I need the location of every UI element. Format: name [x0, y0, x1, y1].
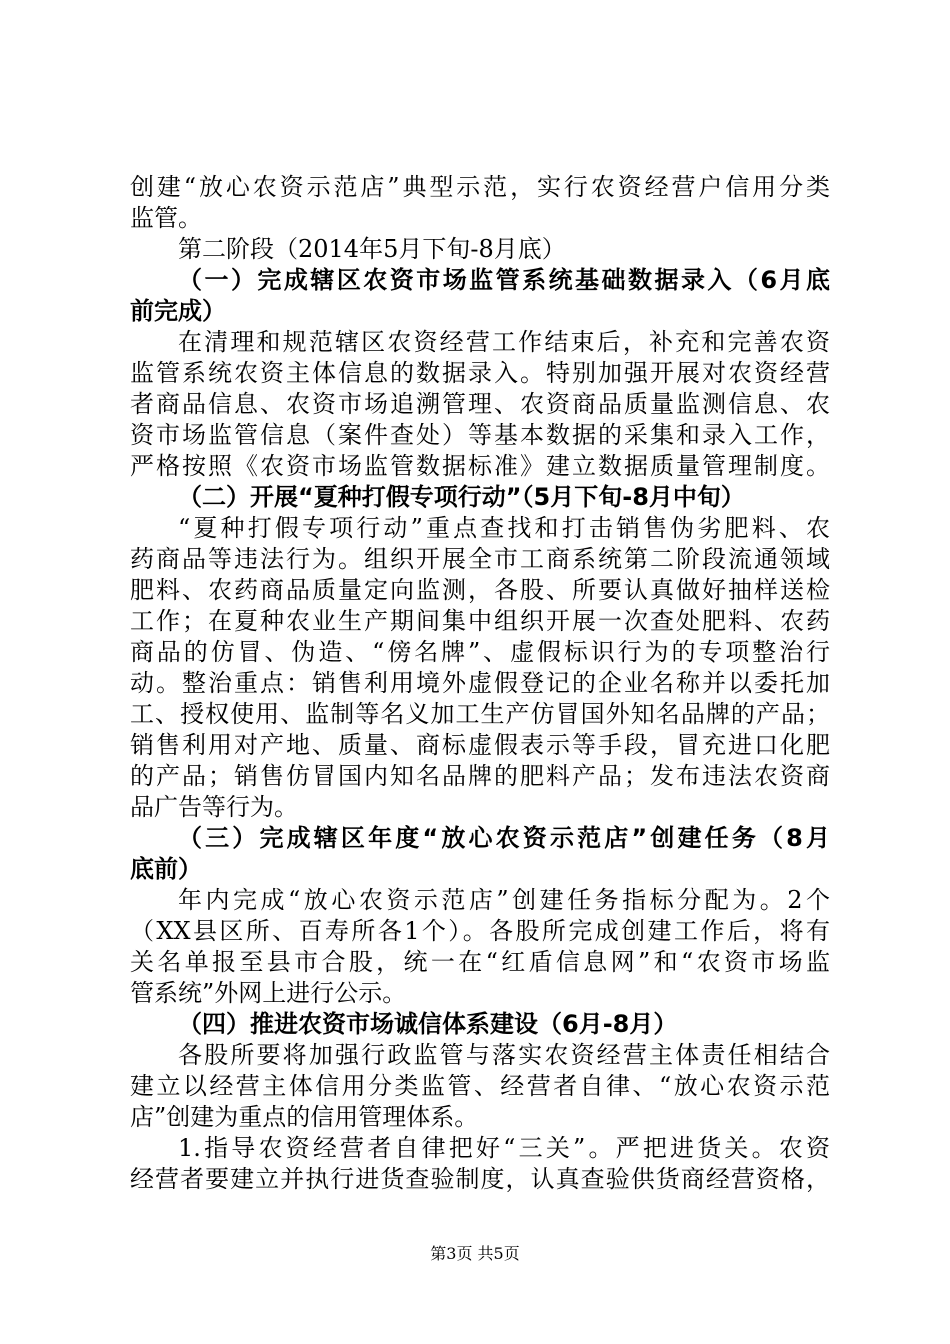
section-heading-line: （一）完成辖区农资市场监管系统基础数据录入（6月底 [178, 266, 830, 294]
paragraph-line: （XX县区所、百寿所各1个）。各股所完成创建工作后，将有 [130, 917, 830, 945]
paragraph-line: 建立以经营主体信用分类监管、经营者自律、“放心农资示范 [130, 1072, 830, 1100]
paragraph-line: 药商品等违法行为。组织开展全市工商系统第二阶段流通领域 [130, 545, 830, 573]
paragraph-line: 工、授权使用、监制等名义加工生产仿冒国外知名品牌的产品； [130, 700, 830, 728]
paragraph-line: 者商品信息、农资市场追溯管理、农资商品质量监测信息、农 [130, 390, 830, 418]
paragraph-line: 销售利用对产地、质量、商标虚假表示等手段，冒充进口化肥 [130, 731, 830, 759]
paragraph-line: 动。整治重点：销售利用境外虚假登记的企业名称并以委托加 [130, 669, 830, 697]
paragraph-line: 各股所要将加强行政监管与落实农资经营主体责任相结合 [178, 1041, 830, 1069]
paragraph-line: 年内完成“放心农资示范店”创建任务指标分配为。2个 [178, 886, 830, 914]
paragraph-line: 工作；在夏种农业生产期间集中组织开展一次查处肥料、农药 [130, 607, 830, 635]
paragraph-line: 监管系统农资主体信息的数据录入。特别加强开展对农资经营 [130, 359, 830, 387]
document-body [130, 172, 830, 1195]
section-heading-line: （四）推进农资市场诚信体系建设（6月-8月） [178, 1010, 678, 1038]
paragraph-line: 的产品；销售仿冒国内知名品牌的肥料产品；发布违法农资商 [130, 762, 830, 790]
section-heading-line: 前完成） [130, 297, 226, 325]
section-heading-line: 底前） [130, 855, 202, 883]
paragraph-line: “夏种打假专项行动”重点查找和打击销售伪劣肥料、农 [178, 514, 830, 542]
page-number: 第3页 共5页 [430, 1244, 520, 1263]
paragraph-line: 严格按照《农资市场监管数据标准》建立数据质量管理制度。 [130, 452, 830, 480]
paragraph-line: 品广告等行为。 [130, 793, 298, 821]
paragraph-line: 第二阶段（2014年5月下旬-8月底） [178, 235, 566, 263]
section-heading-line: （三）完成辖区年度“放心农资示范店”创建任务（8月 [178, 824, 830, 852]
page-footer [0, 1244, 950, 1264]
paragraph-line: 在清理和规范辖区农资经营工作结束后，补充和完善农资 [178, 328, 830, 356]
section-heading-line: （二）开展“夏种打假专项行动”（5月下旬-8月中旬） [178, 483, 745, 511]
paragraph-line: 店”创建为重点的信用管理体系。 [130, 1103, 479, 1131]
paragraph-line: 创建“放心农资示范店”典型示范，实行农资经营户信用分类 [130, 173, 830, 201]
paragraph-line: 资市场监管信息（案件查处）等基本数据的采集和录入工作， [130, 421, 830, 449]
paragraph-line: 商品的仿冒、伪造、“傍名牌”、虚假标识行为的专项整治行 [130, 638, 830, 666]
paragraph-line: 监管。 [130, 204, 202, 232]
paragraph-line: 管系统”外网上进行公示。 [130, 979, 407, 1007]
paragraph-line: 1.指导农资经营者自律把好“三关”。严把进货关。农资 [178, 1134, 830, 1162]
paragraph-line: 肥料、农药商品质量定向监测，各股、所要认真做好抽样送检 [130, 576, 830, 604]
paragraph-line: 关名单报至县市合股，统一在“红盾信息网”和“农资市场监 [130, 948, 830, 976]
paragraph-line: 经营者要建立并执行进货查验制度，认真查验供货商经营资格， [130, 1165, 830, 1193]
